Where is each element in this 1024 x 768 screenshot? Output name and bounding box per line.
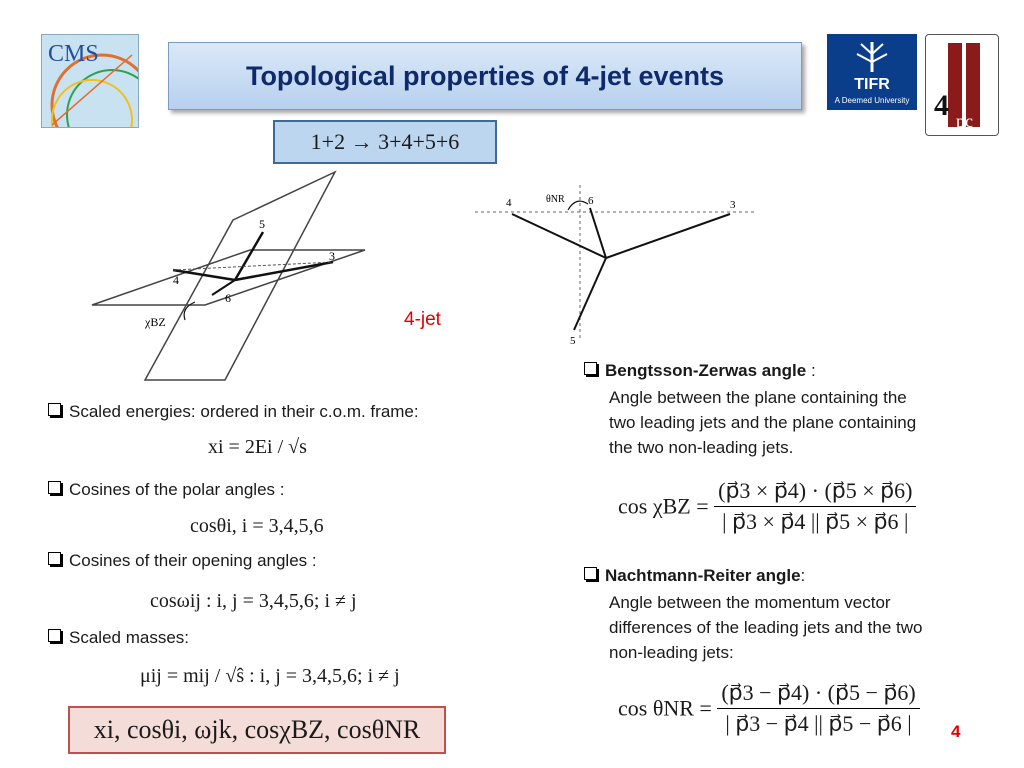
- cms-logo-text: CMS: [48, 41, 99, 67]
- nr-denominator: | p⃗3 − p⃗4 || p⃗5 − p⃗6 |: [725, 711, 912, 736]
- jet-6-vector: [590, 208, 606, 258]
- bz-desc-line: Angle between the plane containing the: [609, 388, 907, 407]
- tifr-logo-text: TIFR: [854, 76, 890, 93]
- cms-logo: [41, 34, 139, 128]
- summary-formula: xi, cosθi, ωjk, cosχBZ, cosθNR: [93, 715, 421, 744]
- bullet-scaled-masses: [48, 628, 189, 648]
- bz-formula: [618, 478, 916, 535]
- right-label-3: 3: [730, 199, 736, 211]
- bz-heading: Bengtsson-Zerwas angle: [605, 361, 807, 380]
- projection-diagram: [470, 180, 760, 350]
- left-label-5: 5: [259, 217, 265, 231]
- bz-fraction: [714, 478, 916, 535]
- jet-6-arrow: [212, 280, 235, 295]
- nr-formula: [618, 680, 920, 737]
- checkbox-bullet-icon: [48, 629, 61, 642]
- checkbox-bullet-icon: [48, 403, 61, 416]
- jet-5-vector: [574, 258, 606, 330]
- nr-desc-line: differences of the leading jets and the two: [609, 618, 923, 637]
- nr-desc-line: Angle between the momentum vector: [609, 593, 891, 612]
- summary-variables-box: [68, 706, 446, 754]
- nr-formula-lhs: cos θNR =: [618, 695, 712, 721]
- formula-opening-angles: cosωij : i, j = 3,4,5,6; i ≠ j: [150, 590, 357, 612]
- bullet-polar-angles: [48, 480, 284, 500]
- tifr-logo: [827, 34, 917, 110]
- right-label-4: 4: [506, 197, 512, 209]
- checkbox-bullet-icon: [584, 362, 597, 375]
- reaction-formula: 1+2 → 3+4+5+6: [310, 129, 460, 154]
- bz-numerator: (p⃗3 × p⃗4) · (p⃗5 × p⃗6): [714, 478, 916, 507]
- bullet-opening-angles: [48, 551, 317, 571]
- bullet-text: Scaled masses:: [69, 628, 189, 647]
- planes-diagram: [85, 170, 375, 385]
- bz-denominator: | p⃗3 × p⃗4 || p⃗5 × p⃗6 |: [722, 509, 909, 534]
- bz-desc-line: the two non-leading jets.: [609, 438, 794, 457]
- right-label-5: 5: [570, 335, 576, 347]
- checkbox-bullet-icon: [48, 481, 61, 494]
- svg-text:pc: pc: [956, 111, 973, 131]
- formula-scaled-energy: xi = 2Ei / √s: [208, 436, 307, 458]
- formula-polar-angles: cosθi, i = 3,4,5,6: [190, 515, 324, 537]
- left-label-chi: χBZ: [145, 315, 166, 329]
- bullet-text: Cosines of their opening angles :: [69, 551, 317, 570]
- checkbox-bullet-icon: [48, 552, 61, 565]
- bz-description: [609, 385, 916, 460]
- nr-desc-line: non-leading jets:: [609, 643, 734, 662]
- nr-fraction: [717, 680, 919, 737]
- bz-heading-row: [584, 358, 816, 383]
- left-label-6: 6: [225, 291, 231, 305]
- jet-5-arrow: [235, 232, 263, 280]
- svg-text:4: 4: [934, 89, 949, 122]
- bullet-scaled-energies: [48, 402, 419, 422]
- lpc-logo-graphic: [926, 35, 998, 135]
- jet-4-vector: [512, 214, 606, 258]
- left-label-3: 3: [329, 249, 335, 263]
- nr-heading-suffix: :: [800, 566, 806, 585]
- bz-formula-lhs: cos χBZ =: [618, 493, 709, 519]
- jet-3-vector: [606, 214, 730, 258]
- tifr-logo-subtext: A Deemed University: [834, 96, 910, 105]
- page-number: 4: [951, 722, 961, 741]
- bz-desc-line: two leading jets and the plane containing: [609, 413, 917, 432]
- reaction-formula-box: [273, 120, 497, 164]
- bz-heading-suffix: :: [806, 361, 816, 380]
- right-label-theta: θNR: [546, 194, 565, 205]
- bullet-text: Scaled energies: ordered in their c.o.m. frame:: [69, 402, 419, 421]
- nr-numerator: (p⃗3 − p⃗4) · (p⃗5 − p⃗6): [717, 680, 919, 709]
- left-label-4: 4: [173, 273, 179, 287]
- title-banner: [168, 42, 802, 110]
- nr-description: [609, 590, 922, 665]
- four-jet-label: 4-jet: [404, 309, 441, 330]
- lpc-logo: [925, 34, 999, 136]
- nr-heading-row: [584, 563, 805, 588]
- nr-heading: Nachtmann-Reiter angle: [605, 566, 801, 585]
- bullet-text: Cosines of the polar angles :: [69, 480, 285, 499]
- right-label-6: 6: [588, 195, 594, 207]
- formula-scaled-masses: μij = mij / √ŝ : i, j = 3,4,5,6; i ≠ j: [140, 665, 400, 687]
- theta-angle-arc: [568, 201, 588, 210]
- checkbox-bullet-icon: [584, 567, 597, 580]
- page-title: Topological properties of 4-jet events: [245, 60, 725, 91]
